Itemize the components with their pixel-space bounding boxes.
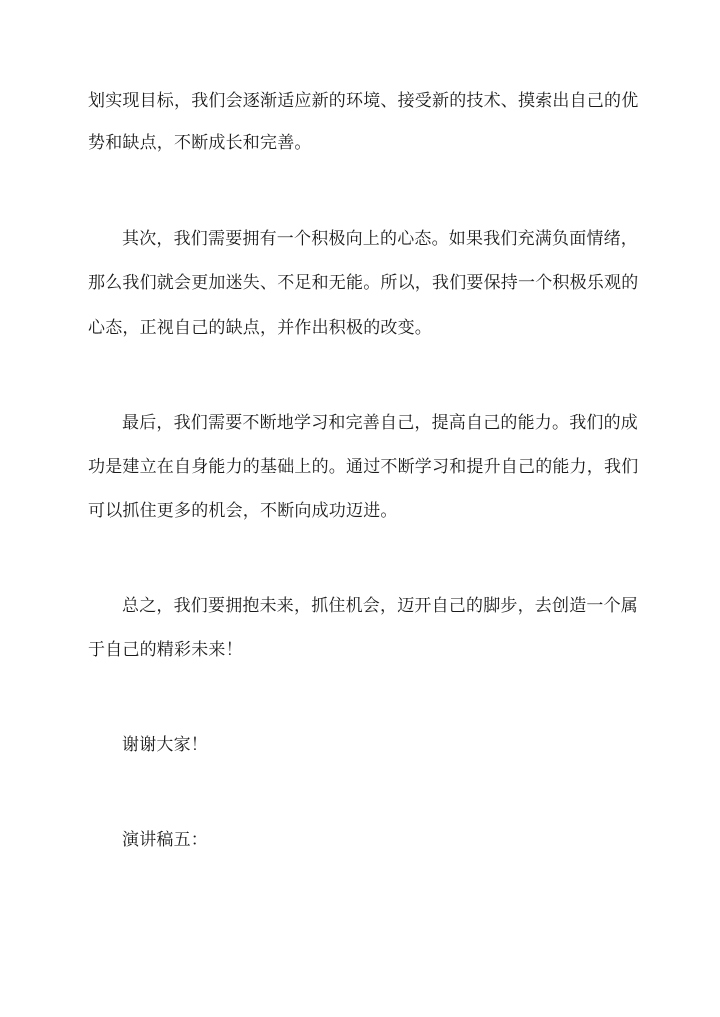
paragraph-2-line-1: 其次，我们需要拥有一个积极向上的心态。如果我们充满负面情绪， <box>122 229 638 249</box>
paragraph-1-line-1: 划实现目标，我们会逐渐适应新的环境、接受新的技术、摸索出自己的优 <box>88 91 639 111</box>
paragraph-2-line-2: 那么我们就会更加迷失、不足和无能。所以，我们要保持一个积极乐观的 <box>88 273 639 293</box>
paragraph-2-line-3: 心态，正视自己的缺点，并作出积极的改变。 <box>88 318 432 338</box>
paragraph-3-line-2: 功是建立在自身能力的基础上的。通过不断学习和提升自己的能力，我们 <box>88 457 639 477</box>
section-heading: 演讲稿五： <box>122 830 208 850</box>
paragraph-4-line-2: 于自己的精彩未来！ <box>88 640 243 660</box>
paragraph-4-line-1: 总之，我们要拥抱未来，抓住机会，迈开自己的脚步，去创造一个属 <box>122 596 638 616</box>
paragraph-3-line-1: 最后，我们需要不断地学习和完善自己，提高自己的能力。我们的成 <box>122 413 638 433</box>
paragraph-1-line-2: 势和缺点，不断成长和完善。 <box>88 133 312 153</box>
paragraph-3-line-3: 可以抓住更多的机会，不断向成功迈进。 <box>88 501 398 521</box>
closing-thanks: 谢谢大家！ <box>122 735 208 755</box>
